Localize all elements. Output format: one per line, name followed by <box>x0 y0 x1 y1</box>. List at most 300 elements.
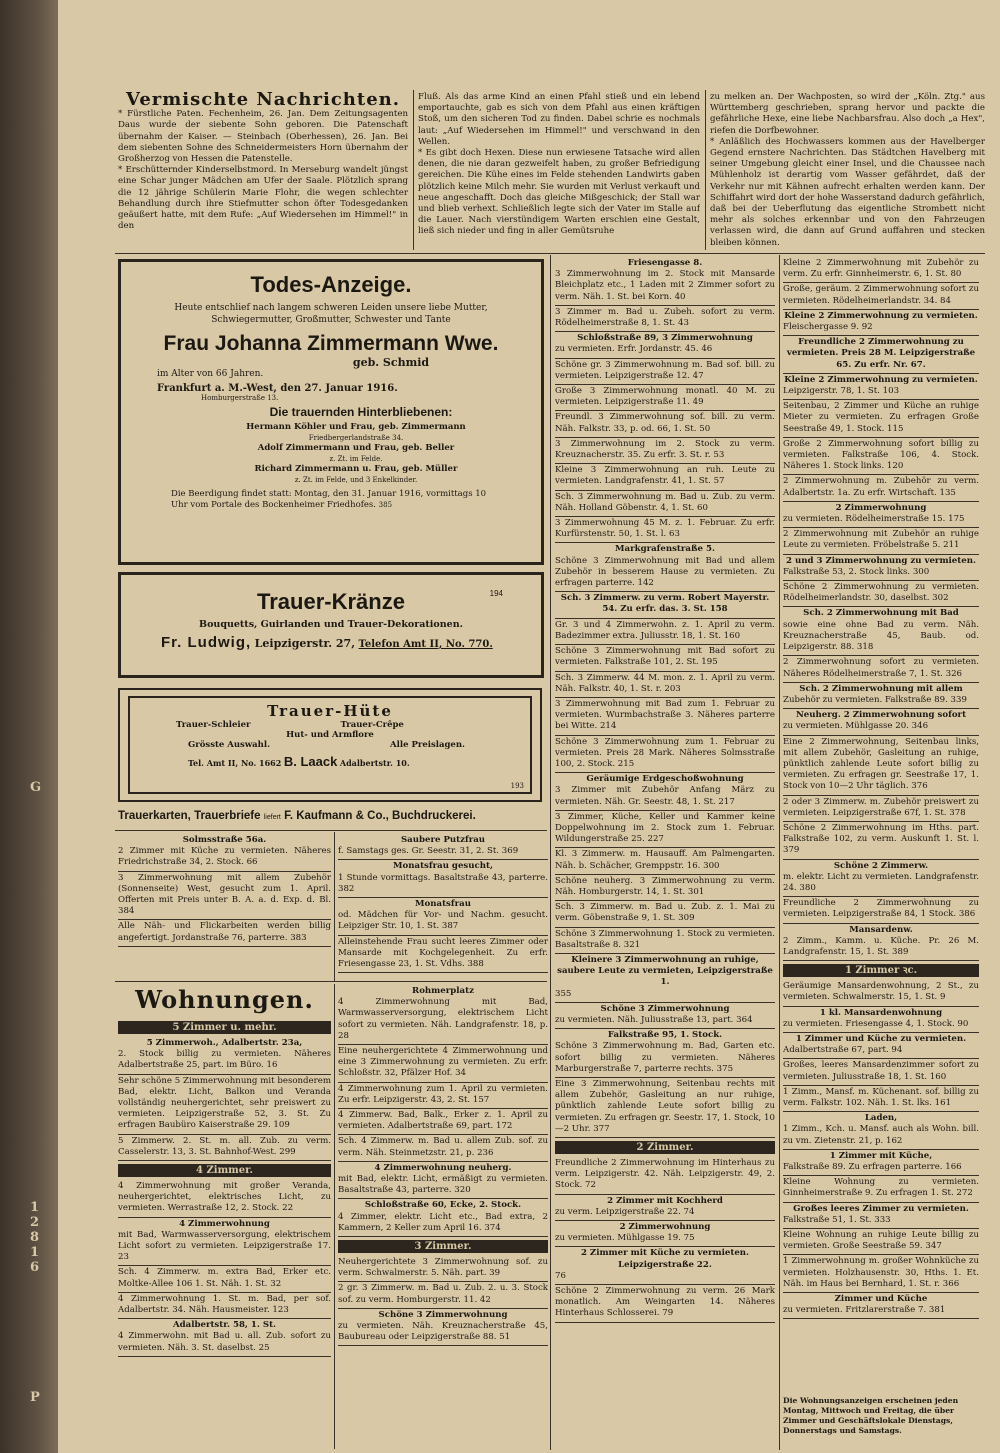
ad-headline: 1 Zimmer und Küche zu vermieten. <box>795 1033 967 1044</box>
classified-ad <box>783 860 979 898</box>
column-c-listings <box>555 257 775 1450</box>
ad-text: 2 Zimm., Kamm. u. Küche. Pr. 26 M. Landgrafenstr. 15, 1. St. 389 <box>783 935 979 957</box>
classified-ad <box>783 1255 979 1293</box>
ad-headline: 2 Zimmer mit Kochherd <box>607 1195 723 1206</box>
ad-text: Schöne 2 Zimmerwohnung zu verm. 26 Mark monatlich. Am Weingarten 14. Näheres Hinterhaus Schlosserei. 79 <box>555 1286 775 1319</box>
classified-ad <box>338 1282 548 1308</box>
classified-ad <box>783 607 979 656</box>
ad-headline: Neuherg. 2 Zimmerwohnung sofort <box>795 710 967 721</box>
margin-mark: P <box>30 1390 40 1405</box>
huete-tel: Tel. Amt II, No. 1662 <box>188 758 282 768</box>
ad-headline: Großes leeres Zimmer zu vermieten. <box>793 1203 969 1214</box>
ad-text: Freundliche 2 Zimmerwohnung im Hinterhaus zu verm. Leipzigerstr. 42. Näh. Leipzigerstr. 49, 2. Stock. 72 <box>555 1158 775 1191</box>
ad-text: 3 Zimmerwohnung 45 M. z. 1. Februar. Zu erfr. Kurfürstenstr. 50, 1. St. l. 63 <box>555 518 775 540</box>
ad-text: 3 Zimmerwohnung im 2. Stock zu verm. Kreuznacherstr. 35. Zu erfr. 3. St. r. 53 <box>555 438 775 461</box>
column-a-listings <box>118 1018 331 1448</box>
classified-ad <box>783 400 979 438</box>
ad-text: zu vermieten. Mühlgasse 19. 75 <box>555 1233 695 1244</box>
classified-ad <box>783 283 979 309</box>
ad-text: Alleinstehende Frau sucht leeres Zimmer oder Mansarde mit Kochgelegenheit. Zu erfr. Friesengasse 23, 1. St. Vdhs. 388 <box>338 936 548 970</box>
classified-ad <box>783 1150 979 1176</box>
ad-headline: 4 Zimmerwohnung neuherg. <box>374 1162 512 1173</box>
classified-ad <box>783 1007 979 1033</box>
huete-line <box>176 720 530 730</box>
ad-headline: Zimmer und Küche <box>834 1294 928 1305</box>
huete-firm: B. Laack <box>283 754 338 769</box>
classified-ad <box>555 1221 775 1247</box>
column-b-ads <box>338 834 548 980</box>
category-bar: 3 Zimmer. <box>338 1240 548 1253</box>
mourner-address: z. Zt. im Felde, und 3 Enkelkinder. <box>294 475 418 484</box>
ad-text: zu vermieten. Mühlgasse 20. 346 <box>783 721 929 732</box>
classified-ad <box>118 1075 331 1135</box>
vermischte-column-1 <box>118 92 408 252</box>
ad-headline: 1 Zimmer mit Küche, <box>829 1150 933 1161</box>
classified-ad <box>783 1059 979 1085</box>
ad-text: Gr. 3 und 4 Zimmerwohn. z. 1. April zu verm. Badezimmer extra. Juliusstr. 18, 1. St. 160 <box>555 619 775 641</box>
classified-ad <box>555 848 775 874</box>
ad-headline: Rohmerplatz <box>412 986 474 996</box>
vermischte-paragraph: * Anläßlich des Hochwassers kommen aus der Havelberger Gegend ernstere Nachrichten. Das Städtchen Havelberg mit seiner Umgebung gleicht einer Insel, und die Chaussee nach Mühlenholz ist derartig vom Wasser gefährdet, daß der Verkehr nur mit Kähnen aufrecht erhalten werden kann. Der Schiffahrt wird dort der hohe Wasserstand dadurch gefährlich, daß bei der Ueberflutung das eigentliche Strombett nicht mehr als solches erkennbar und von den Fahrzeugen verlassen wird, die dann auf Grund auffahren und stecken bleiben können. <box>710 136 985 248</box>
classified-ad <box>338 1135 548 1161</box>
ad-text: Kleine 2 Zimmerwohnung mit Zubehör zu verm. Zu erfr. Ginnheimerstr. 6, 1. St. 80 <box>783 258 979 280</box>
category-bar: 2 Zimmer. <box>555 1141 775 1154</box>
huete-line <box>188 754 530 769</box>
todes-anzeige-box <box>118 259 544 565</box>
classified-ad <box>555 736 775 774</box>
ad-headline: Freundliche 2 Zimmerwohnung zu vermieten. Preis 28 M. Leipzigerstraße 65. Zu erfr. Nr. 67. <box>786 337 976 370</box>
classified-ad <box>555 928 775 954</box>
vermischte-column-2 <box>418 92 700 252</box>
classified-ad <box>783 528 979 554</box>
ad-text: 2 gr. 3 Zimmerw. m. Bad u. Zub. 2. u. 3. Stock sof. zu verm. Homburgerstr. 11. 42 <box>338 1283 548 1305</box>
kraenze-sub: Bouquetts, Guirlanden und Trauer-Dekorationen. <box>199 619 463 630</box>
ad-text: f. Samstags ges. Gr. Seestr. 31, 2. St. 369 <box>338 846 519 857</box>
classified-ad <box>338 860 548 898</box>
ad-text: Eine 3 Zimmerwohnung, Seitenbau rechts mit allem Zubehör, Gasleitung an nur ruhige, pünktlich zahlende Leute sofort billig zu vermieten. Zu erfragen gr. Seestr. 17, 1. Stock, 10—2 Uhr. 377 <box>555 1079 775 1134</box>
ad-text: Schöne gr. 3 Zimmerwohnung m. Bad sof. bill. zu vermieten. Leipzigerstraße 12. 47 <box>555 359 775 381</box>
margin-mark: 6 <box>30 1260 40 1275</box>
todes-title: Todes-Anzeige. <box>250 272 412 297</box>
classified-ad <box>783 1176 979 1202</box>
book-binding <box>0 0 58 1453</box>
ad-headline: Sch. 2 Zimmerwohnung mit allem <box>799 683 963 694</box>
classified-ad <box>783 1033 979 1059</box>
ad-text: Schöne neuherg. 3 Zimmerwohnung zu verm. Näh. Homburgerstr. 14, 1. St. 301 <box>555 875 775 897</box>
ad-text: Schöne 3 Zimmerwohnung 1. Stock zu vermieten. Basaltstraße 8. 321 <box>555 928 775 950</box>
classified-ad <box>338 1045 548 1083</box>
classified-ad <box>783 1086 979 1112</box>
column-rule <box>550 255 551 1450</box>
classified-ad <box>783 656 979 682</box>
mourner: Hermann Köhler und Frau, geb. Zimmermann <box>246 422 466 432</box>
ad-text: Sch. 3 Zimmerw. 44 M. mon. z. 1. April zu verm. Näh. Falkstr. 40, 1. St. r. 203 <box>555 672 775 694</box>
ad-text: 355 <box>555 988 572 999</box>
column-rule <box>413 90 414 250</box>
ad-headline: Schöne 3 Zimmerwohnung <box>600 1003 730 1014</box>
classified-ad <box>783 683 979 709</box>
ad-text: 2 oder 3 Zimmerw. m. Zubehör preiswert zu vermieten. Leipzigerstraße 67f, 1. St. 378 <box>783 796 979 818</box>
ad-text: 2 Zimmerwohnung sofort zu vermieten. Näheres Rödelheimerstraße 7, 1. St. 326 <box>783 657 979 679</box>
classified-ad <box>783 475 979 501</box>
ad-text: od. Mädchen für Vor- und Nachm. gesucht. Leipziger Str. 10, 1. St. 387 <box>338 910 548 932</box>
classified-ad <box>555 875 775 901</box>
category-bar: 1 Zimmer ꝛc. <box>783 964 979 977</box>
ad-text: 2 Zimmer mit Küche zu vermieten. Näheres Friedrichstraße 34, 2. Stock. 66 <box>118 846 331 868</box>
ad-headline: Schöne 3 Zimmerwohnung <box>378 1309 508 1320</box>
wohnungs-notice: Die Wohnungsanzeigen erscheinen jeden Montag, Mittwoch und Freitag, die über Zimmer und Geschäftslokale Dienstags, Donnerstags und Samstags. <box>783 1396 979 1446</box>
ad-headline: Sch. 3 Zimmerw. zu verm. Robert Mayerstr. 54. Zu erfr. das. 3. St. 158 <box>560 593 770 615</box>
classified-ad <box>555 1003 775 1029</box>
trauerkarten-left: Trauerkarten, Trauerbriefe <box>118 810 261 822</box>
ad-text: 4 Zimmerwohnung 1. St. m. Bad, per sof. Adalbertstr. 34. Näh. Hausmeister. 123 <box>118 1293 331 1316</box>
trauerkarten-mid: liefert <box>263 814 281 821</box>
ad-text: Sch. 3 Zimmerwohnung m. Bad u. Zub. zu verm. Näh. Holland Göbenstr. 4, 1. St. 60 <box>555 491 775 513</box>
ad-text: 3 Zimmer m. Bad u. Zubeh. sofort zu verm. Rödelheimerstraße 8, 1. St. 43 <box>555 306 775 329</box>
classified-ad <box>338 1256 548 1282</box>
ad-text: Schöne 3 Zimmerwohnung zum 1. Februar zu vermieten. Preis 28 Mark. Näheres Solmsstraße 100, 2. Stock. 215 <box>555 736 775 769</box>
ad-text: zu vermieten. Näh. Kreuznacherstraße 45, Baubureau oder Leipzigerstraße 88. 51 <box>338 1321 548 1343</box>
ad-text: Schöne 2 Zimmerwohnung im Hths. part. Falkstraße 102, zu verm. Auskunft 1. St. l. 379 <box>783 822 979 856</box>
ad-text: 1 Stunde vormittags. Basaltstraße 43, parterre. 382 <box>338 872 548 894</box>
classified-ad <box>783 980 979 1006</box>
classified-ad <box>118 872 331 921</box>
vermischte-title: Vermischte Nachrichten. <box>126 92 400 110</box>
huete-inner-frame <box>128 696 532 794</box>
ad-headline: Kleine 2 Zimmerwohnung zu vermieten. <box>784 310 978 321</box>
ad-text: Zubehör zu vermieten. Falkstraße 89. 339 <box>783 694 967 705</box>
classified-ad <box>783 709 979 735</box>
kraenze-title-text: Trauer-Kränze <box>257 589 405 614</box>
ad-text: Eine neuhergerichtete 4 Zimmerwohnung und eine 3 Zimmerwohnung zu vermieten. Zu erfr. Schloßstr. 32, Pfälzer Hof. 34 <box>338 1046 548 1079</box>
ad-headline: Laden, <box>864 1113 898 1124</box>
margin-mark: 1 <box>30 1200 40 1215</box>
classified-ad <box>555 901 775 927</box>
ad-text: 4 Zimmerwohnung mit Bad, Warmwasserversorgung, elektrischem Licht sofort zu vermieten. Näh. Landgrafenstr. 18, p. 28 <box>338 997 548 1041</box>
classified-ad <box>555 592 775 618</box>
ad-text: Große 2 Zimmerwohnung sofort billig zu vermieten. Falkstraße 106, 4. Stock. Näheres 1. Stock links. 120 <box>783 438 979 472</box>
ad-text: mit Bad, elektr. Licht, ermäßigt zu vermieten. Basaltstraße 43, parterre. 320 <box>338 1174 548 1196</box>
ad-text: Sehr schöne 5 Zimmerwohnung mit besonderem Bad, elektr. Licht, Balkon und Veranda vollständig neuhergerichtet, sehr preiswert zu vermieten. Leipzigerstraße 52, 3. St. Zu erfragen Baubüro Kaiserstraße 29. 109 <box>118 1075 331 1131</box>
ad-text: 3 Zimmer, Küche, Keller und Kammer keine Doppelwohnung im 2. Stock zum 1. Februar. Wildungerstraße 25. 227 <box>555 811 775 845</box>
huete-item: Trauer-Crêpe <box>340 720 404 730</box>
burial-text: Die Beerdigung findet statt: Montag, den 31. Januar 1916, vormittags 10 Uhr vom Portale des Bockenheimer Friedhofes. <box>171 489 487 510</box>
section-rule <box>115 253 985 254</box>
classified-ad <box>555 1285 775 1323</box>
vermischte-paragraph: * Erschütternder Kinderselbstmord. In Merseburg wandelt jüngst eine Schar junger Mädchen am Ufer der Saale. Plötzlich sprang die 12 jährige Schülerin Marie Flohr, die wegen schlechter Behandlung durch ihre Stiefmutter schon öfter Todesgedanken geäußert hatte, mit dem Rufe: „Auf Wiedersehen im Himmel!" in den <box>118 165 408 232</box>
ad-text: 2. Stock billig zu vermieten. Näheres Adalbertstraße 25, part. im Büro. 16 <box>118 1049 331 1071</box>
ad-text: Schöne 3 Zimmerwohnung m. Bad, Garten etc. sofort billig zu vermieten. Näheres Marburgerstraße 7, parterre rechts. 375 <box>555 1041 775 1074</box>
classified-ad <box>555 464 775 490</box>
vermischte-paragraph: * Fürstliche Paten. Fechenheim, 26. Jan. Dem Zeitungsagenten Daus wurde der siebente Sohn geboren. Die Patenschaft übernahm der Kaiser. — Steinbach (Oberhessen), 26. Jan. Bei dem siebenten Sohne des Schneidermeisters Horn übernahm der Großherzog von Hessen die Patenstelle. <box>118 109 408 165</box>
ad-text: Große, geräum. 2 Zimmerwohnung sofort zu vermieten. Rödelheimerlandstr. 34. 84 <box>783 284 979 306</box>
ad-text: Schöne 2 Zimmerwohnung zu vermieten. Rödelheimerlandstr. 30, daselbst. 302 <box>783 582 979 604</box>
classified-ad <box>118 1180 331 1218</box>
classified-ad <box>118 834 331 872</box>
ad-text: 3 Zimmerwohnung mit allem Zubehör (Sonnenseite) West, gesucht zum 1. April. Offerten mit Preis unter B. A. a. d. Exp. d. Bl. 384 <box>118 872 331 917</box>
ad-headline: Mansardenw. <box>849 924 913 935</box>
ad-text: mit Bad, Warmwasserversorgung, elektrischem Licht sofort zu vermieten. Leipzigerstraße 17. 23 <box>118 1229 331 1263</box>
ad-text: zu vermieten. Friesengasse 4, 1. Stock. 90 <box>783 1018 969 1029</box>
classified-ad <box>783 897 979 923</box>
ad-text: zu vermieten. Näh. Juliusstraße 13, part. 364 <box>555 1014 753 1025</box>
classified-ad <box>555 1078 775 1138</box>
ad-text: Sch. 3 Zimmerw. m. Bad u. Zub. z. 1. Mai zu verm. Göbenstraße 9, 1. St. 309 <box>555 902 775 924</box>
ad-headline: 5 Zimmerwoh., Adalbertstr. 23a, <box>146 1038 303 1048</box>
classified-ad <box>118 1319 331 1357</box>
classified-ad <box>118 1293 331 1319</box>
ad-text: Große 3 Zimmerwohnung monatl. 40 M. zu vermieten. Leipzigerstraße 11. 49 <box>555 386 775 408</box>
ad-text: Neuhergerichtete 3 Zimmerwohnung sof. zu verm. Schwalmerstr. 5. Näh. part. 39 <box>338 1257 548 1279</box>
vermischte-paragraph: Fluß. Als das arme Kind an einen Pfahl stieß und ein lebend emportauchte, gab es sich von dem Pfahl aus einen kräftigen Stoß, um den sicheren Tod zu finden. Dabei schrie es nochmals laut: „Auf Wiedersehen im Himmel!" und verschwand in den Wellen. <box>418 92 700 147</box>
trauerkarten-right: F. Kaufmann & Co., Buchdruckerei. <box>284 810 476 822</box>
kraenze-line <box>161 634 541 651</box>
column-a-ads <box>118 834 331 980</box>
vermischte-paragraph: zu melken an. Der Wachposten, so wird der „Köln. Ztg." aus Württemberg geschrieben, sprang hervor und packte die gefährliche Hexe, eine liebe Nachbarsfrau. Also doch „a Hex", riefen die Dorfbewohner. <box>710 92 985 136</box>
ad-headline: 2 Zimmerwohnung <box>619 1222 711 1233</box>
ad-headline: Kleine 2 Zimmerwohnung zu vermieten. <box>784 374 978 385</box>
ad-number: 194 <box>489 589 503 598</box>
ad-text: Freundl. 3 Zimmerwohnung sof. bill. zu verm. Näh. Falkstr. 33, p. od. 66, 1. St. 50 <box>555 412 775 434</box>
ad-text: Kleine Wohnung zu vermieten. Ginnheimerstraße 9. Zu erfragen 1. St. 272 <box>783 1177 979 1199</box>
kraenze-firm: Fr. Ludwig, <box>161 634 252 651</box>
section-rule <box>115 981 547 982</box>
mourner-address: z. Zt. im Felde. <box>329 454 383 463</box>
ad-text: Geräumige Mansardenwohnung, 2 St., zu vermieten. Schwalmerstr. 15, 1. St. 9 <box>783 981 979 1003</box>
huete-line <box>188 740 530 750</box>
ad-headline: 2 und 3 Zimmerwohnung zu vermieten. <box>786 555 976 566</box>
column-rule <box>779 255 780 1450</box>
ad-text: 5 Zimmerw. 2. St. m. all. Zub. zu verm. Casselerstr. 13, 3. St. Bahnhof-West. 299 <box>118 1135 331 1157</box>
huete-address: Adalbertstr. 10. <box>339 758 410 768</box>
todes-place: Frankfurt a. M.-West, den 27. Januar 1916. <box>157 383 398 394</box>
ad-text: Freundliche 2 Zimmerwohnung zu vermieten. Leipzigerstraße 84, 1 Stock. 386 <box>783 898 979 920</box>
ad-text: Falkstraße 53, 2. Stock links. 300 <box>783 566 930 577</box>
ad-text: Adalbertstraße 67, part. 94 <box>783 1045 903 1056</box>
classified-ad <box>338 1199 548 1237</box>
todes-age: im Alter von 66 Jahren. <box>157 369 264 379</box>
classified-ad <box>783 555 979 581</box>
ad-headline: Kleinere 3 Zimmerwohnung an ruhige, saubere Leute zu vermieten, Leipzigerstraße 1. <box>557 954 773 988</box>
classified-ad <box>555 1029 775 1078</box>
ad-headline: Adalbertstr. 58, 1. St. <box>172 1320 277 1331</box>
classified-ad <box>783 822 979 860</box>
ad-headline: 4 Zimmerwohnung <box>179 1218 270 1229</box>
classified-ad <box>783 438 979 476</box>
ad-text: 4 Zimmerwohnung zum 1. April zu vermieten. Zu erfr. Leipzigerstr. 43, 2. St. 157 <box>338 1083 548 1105</box>
column-d-listings <box>783 257 979 1395</box>
ad-headline: Markgrafenstraße 5. <box>615 544 715 555</box>
classified-ad <box>555 1195 775 1221</box>
classified-ad <box>338 1109 548 1135</box>
classified-ad <box>783 1112 979 1150</box>
ad-text: zu vermieten. Erfr. Jordanstr. 45. 46 <box>555 344 713 355</box>
todes-mourner-list <box>171 422 541 485</box>
ad-text: Schöne 3 Zimmerwohnung mit Bad sofort zu vermieten. Falkstraße 101, 2. St. 195 <box>555 646 775 668</box>
classified-ad <box>783 1229 979 1255</box>
todes-geb: geb. Schmid <box>352 356 430 369</box>
classified-ad <box>118 1218 331 1267</box>
ad-headline: Schöne 2 Zimmerw. <box>833 860 929 871</box>
ad-text: Kleine Wohnung an ruhige Leute billig zu vermieten. Große Seestraße 59. 347 <box>783 1230 979 1252</box>
ad-text: 76 <box>555 1270 566 1281</box>
todes-intro: Heute entschlief nach langem schweren Leiden unsere liebe Mutter, Schwiegermutter, Großmutter, Schwester und Tante <box>174 303 488 325</box>
huete-item: Alle Preislagen. <box>390 740 465 750</box>
ad-text: Schöne 3 Zimmerwohnung mit Bad und allem Zubehör in besserem Hause zu vermieten. Zu erfragen parterre. 142 <box>555 555 775 589</box>
classified-ad <box>555 645 775 671</box>
ad-headline: Falkstraße 95, 1. Stock. <box>607 1030 723 1041</box>
ad-text: zu verm. Leipzigerstraße 22. 74 <box>555 1206 695 1217</box>
ad-text: Fleischergasse 9. 92 <box>783 322 873 333</box>
classified-ad <box>118 1037 331 1075</box>
vermischte-column-3 <box>710 92 985 252</box>
classified-ad <box>783 1293 979 1319</box>
classified-ad <box>783 796 979 822</box>
section-rule <box>115 830 547 831</box>
ad-headline: Saubere Putzfrau <box>400 835 486 845</box>
classified-ad <box>338 1162 548 1200</box>
column-b-listings <box>338 985 548 1448</box>
ad-text: 1 Zimmerwohnung m. großer Wohnküche zu vermieten. Holzhausenstr. 30, Hths. 1. Et. Näh. im Haus bei Bernhard, 1. St. r. 366 <box>783 1256 979 1289</box>
ad-headline: Schloßstraße 89, 3 Zimmerwohnung <box>577 333 753 344</box>
column-rule <box>334 984 335 1449</box>
classified-ad <box>555 411 775 437</box>
classified-ad <box>783 336 979 374</box>
trauer-kraenze-box <box>118 572 544 678</box>
classified-ad <box>338 1083 548 1109</box>
ad-text: 2 Zimmerwohnung m. Zubehör zu verm. Adalbertstr. 1a. Zu erfr. Wirtschaft. 135 <box>783 476 979 498</box>
ad-headline: Monatsfrau <box>415 899 471 910</box>
classified-ad <box>555 491 775 517</box>
ad-text: Eine 2 Zimmerwohnung, Seitenbau links, mit allem Zubehör, Gasleitung an ruhige, pünktlich zahlende Leute sofort billig zu vermieten. Zu erfragen gr. Seestraße 17, 1. Stock von 10—2 Uhr täglich. 376 <box>783 736 979 792</box>
ad-number: 385 <box>378 501 393 509</box>
classified-ad <box>118 1135 331 1161</box>
ad-text: Kleine 3 Zimmerwohnung an ruh. Leute zu vermieten. Landgrafenstr. 41, 1. St. 57 <box>555 465 775 487</box>
classified-ad <box>555 1247 775 1285</box>
ad-text: 3 Zimmer mit Zubehör Anfang März zu vermieten. Näh. Gr. Seestr. 48, 1. St. 217 <box>555 785 775 807</box>
classified-ad <box>783 374 979 400</box>
classified-ad <box>555 332 775 358</box>
mourner: Adolf Zimmermann und Frau, geb. Beller <box>257 443 455 453</box>
ad-headline: Geräumige Erdgeschoßwohnung <box>586 774 744 785</box>
ad-text: Kl. 3 Zimmerw. m. Hausauff. Am Palmengarten. Näh. b. Schächer, Gremppstr. 16. 300 <box>555 849 775 871</box>
category-bar: 4 Zimmer. <box>118 1164 331 1177</box>
vermischte-paragraph: * Es gibt doch Hexen. Diese nun erwiesene Tatsache wird allen denen, die nie daran gezweifelt haben, zu großer Befriedigung gereichen. Die Kühe eines im Felde stehenden Landwirts gaben plötzlich keine Milch mehr. Sie wurden mit Verlust verkauft und neue angeschafft. Doch das gleiche Mißgeschick; der Stall war und blieb verhext. Schließlich legte sich der Vater im Stalle auf die Lauer. Nach vierstündigem Warten erschien eine Gestalt, ließ sich nieder und fing in aller Gemütsruhe <box>418 148 700 237</box>
column-rule <box>705 90 706 250</box>
huete-item: Grösste Auswahl. <box>188 740 271 750</box>
margin-mark: 2 <box>30 1215 40 1230</box>
classified-ad <box>555 954 775 1003</box>
ad-number: 193 <box>510 782 524 790</box>
kraenze-address: Leipzigerstr. 27, <box>254 637 356 650</box>
todes-burial <box>171 489 491 511</box>
ad-text: 1 Zimm., Kch. u. Mansf. auch als Wohn. bill. zu vm. Zietenstr. 21, p. 162 <box>783 1124 979 1146</box>
margin-mark: G <box>30 780 42 795</box>
classified-ad <box>783 310 979 336</box>
ad-text: 4 Zimmer, elektr. Licht etc., Bad extra, 2 Kammern, 2 Keller zum April 16. 374 <box>338 1211 548 1233</box>
classified-ad <box>783 581 979 607</box>
ad-text: Alle Näh- und Flickarbeiten werden billig angefertigt. Jordanstraße 76, parterre. 383 <box>118 921 331 943</box>
kraenze-tel: Telefon Amt II, No. 770. <box>358 639 493 650</box>
category-bar: 5 Zimmer u. mehr. <box>118 1021 331 1034</box>
ad-text: 1 Zimm., Mansf. m. Küchenant. sof. billig zu verm. Falkstr. 102. Näh. 1. St. lks. 161 <box>783 1086 979 1108</box>
classified-ad <box>555 1157 775 1195</box>
trauer-huete-box <box>118 688 542 802</box>
classified-ad <box>555 385 775 411</box>
ad-headline: Sch. 2 Zimmerwohnung mit Bad <box>803 608 959 619</box>
classified-ad <box>338 936 548 974</box>
todes-name: Frau Johanna Zimmermann Wwe. <box>163 332 499 355</box>
mourner: Richard Zimmermann u. Frau, geb. Müller <box>254 464 458 474</box>
ad-text: 3 Zimmerwohnung mit Bad zum 1. Februar zu vermieten. Wurmbachstraße 3. Näheres parterre bei Witte. 214 <box>555 698 775 732</box>
margin-mark: 8 <box>30 1230 40 1245</box>
ad-headline: Schloßstraße 60, Ecke, 2. Stock. <box>364 1200 522 1211</box>
ad-text: 2 Zimmerwohnung mit Zubehör an ruhige Leute zu vermieten. Fröbelstraße 5. 211 <box>783 529 979 551</box>
column-rule <box>334 832 335 982</box>
classified-ad <box>783 257 979 283</box>
mourner-address: Friedbergerlandstraße 34. <box>308 433 404 442</box>
classified-ad <box>338 985 548 1045</box>
wohnungen-title: Wohnungen. <box>135 985 314 1014</box>
huete-item: Trauer-Schleier <box>176 720 251 730</box>
ad-headline: 1 kl. Mansardenwohnung <box>819 1007 943 1018</box>
classified-ad <box>555 306 775 332</box>
huete-item: Hut- und Armflore <box>286 730 374 740</box>
ad-headline: 2 Zimmer mit Küche zu vermieten. Leipzigerstraße 22. <box>580 1248 750 1270</box>
classified-ad <box>338 898 548 936</box>
classified-ad <box>783 502 979 528</box>
ad-text: sowie eine ohne Bad zu verm. Näh. Kreuznacherstraße 45, Baub. od. Leipzigerstr. 88. 318 <box>783 619 979 653</box>
margin-mark: 1 <box>30 1245 40 1260</box>
ad-text: Sch. 4 Zimmerw. m. Bad u. allem Zub. sof. zu verm. Näh. Steinmetzstr. 21, p. 236 <box>338 1136 548 1158</box>
classified-ad <box>555 359 775 385</box>
classified-ad <box>338 1309 548 1347</box>
ad-headline: Monatsfrau gesucht, <box>393 861 493 872</box>
classified-ad <box>555 672 775 698</box>
classified-ad <box>555 517 775 543</box>
classified-ad <box>118 1266 331 1292</box>
classified-ad <box>338 834 548 860</box>
classified-ad <box>555 543 775 592</box>
kraenze-title <box>121 589 541 615</box>
classified-ad <box>783 924 979 962</box>
todes-street: Homburgerstraße 13. <box>201 394 279 402</box>
trauerkarten-line <box>118 810 544 822</box>
classified-ad <box>555 438 775 464</box>
ad-text: 3 Zimmerwohnung im 2. Stock mit Mansarde Bleichplatz etc., 1 Laden mit 2 Zimmer sofort zu verm. Näh. 1. St. bei Korn. 40 <box>555 269 775 302</box>
huete-title: Trauer-Hüte <box>267 702 393 720</box>
classified-ad <box>783 1203 979 1229</box>
ad-text: 4 Zimmerwohn. mit Bad u. all. Zub. sofort zu vermieten. Näh. 3. St. daselbst. 25 <box>118 1331 331 1353</box>
ad-headline: 2 Zimmerwohnung <box>835 502 927 513</box>
ad-text: Leipzigerstr. 78, 1. St. 103 <box>783 386 900 397</box>
classified-ad <box>118 920 331 946</box>
classified-ad <box>555 811 775 849</box>
classified-ad <box>555 773 775 811</box>
todes-mourners: Die trauernden Hinterbliebenen: <box>269 405 453 419</box>
ad-headline: Solmsstraße 56a. <box>182 835 267 845</box>
classified-ad <box>555 619 775 645</box>
ad-text: 4 Zimmerw. Bad, Balk., Erker z. 1. April zu vermieten. Adalbertstraße 69, part. 172 <box>338 1110 548 1132</box>
ad-text: Seitenbau, 2 Zimmer und Küche an ruhige Mieter zu vermieten. Zu erfragen Große Seestraße 49, 1. Stock. 115 <box>783 401 979 434</box>
ad-text: Falkstraße 89. Zu erfragen parterre. 166 <box>783 1162 962 1173</box>
ad-text: zu vermieten. Fritzlarerstraße 7. 381 <box>783 1305 946 1316</box>
ad-text: 4 Zimmerwohnung mit großer Veranda, neuhergerichtet, elektrisches Licht, zu vermieten. Werrastraße 12, 2. Stock. 22 <box>118 1181 331 1214</box>
classified-ad <box>555 698 775 736</box>
ad-text: Falkstraße 51, 1. St. 333 <box>783 1214 891 1225</box>
ad-text: Sch. 4 Zimmerw. m. extra Bad, Erker etc. Moltke-Allee 106 1. St. Näh. 1. St. 32 <box>118 1267 331 1289</box>
ad-text: m. elektr. Licht zu vermieten. Landgrafenstr. 24. 380 <box>783 871 979 893</box>
